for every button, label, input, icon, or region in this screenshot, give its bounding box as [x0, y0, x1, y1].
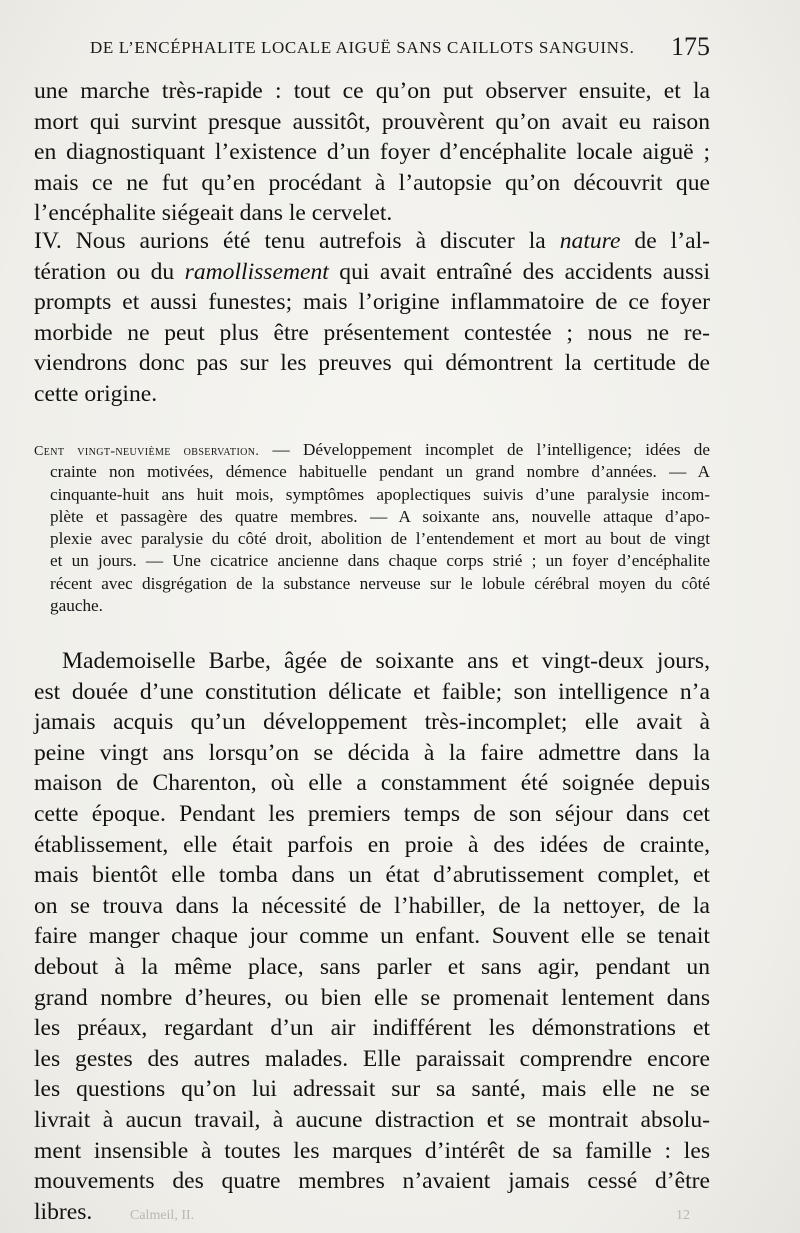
text-line: viendrons donc pas sur les preuves qui démontrent la certitude de [34, 350, 710, 376]
text-line: morbide ne peut plus être présentement contestée ; nous ne re- [34, 319, 710, 346]
text-line: les gestes des autres malades. Elle paraissait comprendre encore [34, 1045, 710, 1072]
text-line: l’encéphalite siégeait dans le cervelet. [34, 200, 393, 226]
text-line: est douée d’une constitution délicate et faible; son intelligence n’a [34, 678, 710, 705]
observation-line: et un jours. — Une cicatrice ancienne dans chaque corps strié ; un foyer d’encéphalite [50, 551, 710, 571]
text-line: debout à la même place, sans parler et sans agir, pendant un [34, 953, 710, 980]
page-number: 175 [671, 32, 710, 61]
text-line: on se trouva dans la nécessité de l’habiller, de la nettoyer, de la [34, 892, 710, 919]
text-line: grand nombre d’heures, ou bien elle se promenait lentement dans [34, 984, 710, 1011]
text-line: mort qui survint presque aussitôt, prouvèrent qu’on avait eu raison [34, 108, 710, 135]
text-line: établissement, elle était parfois en proie à des idées de crainte, [34, 831, 710, 858]
text-line: faire manger chaque jour comme un enfant. Souvent elle se tenait [34, 923, 710, 950]
text-line: tération ou du ramollissement qui avait entraîné des accidents aussi [34, 258, 710, 285]
observation-line: crainte non motivées, démence habituelle pendant un grand nombre d’années. — A [50, 462, 710, 482]
observation-first-line: Cent vingt-neuvième observation. — Développement incomplet de l’intelligence; idées de [34, 440, 710, 459]
text-line: mais ce ne fut qu’en procédant à l’autopsie qu’on découvrit que [34, 169, 710, 196]
text-line: Mademoiselle Barbe, âgée de soixante ans et vingt-deux jours, [62, 648, 710, 674]
text-line: cette origine. [34, 380, 158, 407]
text-line: une marche très-rapide : tout ce qu’on put observer ensuite, et la [34, 78, 710, 104]
observation-title: Cent vingt-neuvième observation. [34, 444, 260, 459]
page-footer [130, 1200, 690, 1230]
text-line: livrait à aucun travail, à aucune distraction et se montrait absolu- [34, 1106, 710, 1133]
text-line: en diagnostiquant l’existence d’un foyer d’encéphalite locale aiguë ; [34, 139, 710, 165]
text-line: peine vingt ans lorsqu’on se décida à la faire admettre dans la [34, 739, 710, 766]
text-line: mouvements des quatre membres n’avaient jamais cessé d’être [34, 1168, 710, 1195]
observation-line: gauche. [50, 596, 103, 616]
text-line: les questions qu’on lui adressait sur sa santé, mais elle ne se [34, 1076, 710, 1103]
italic-term: ramollissement [184, 258, 329, 285]
italic-term: nature [559, 228, 621, 254]
text-line: jamais acquis qu’un développement très-incomplet; elle avait à [34, 709, 710, 736]
text-line: ment insensible à toutes les marques d’intérêt de sa famille : les [34, 1137, 710, 1164]
text-line: mais bientôt elle tomba dans un état d’abrutissement complet, et [34, 862, 710, 889]
signature-mark: Calmeil, II. [130, 1208, 195, 1223]
text-line: IV. Nous aurions été tenu autrefois à discuter la nature de l’al- [34, 228, 710, 254]
signature-number: 12 [676, 1208, 690, 1223]
text-line: maison de Charenton, où elle a constamment été soignée depuis [34, 770, 710, 797]
text-line: prompts et aussi funestes; mais l’origine inflammatoire de ce foyer [34, 289, 710, 315]
paragraph-1 [34, 76, 710, 229]
observation-summary [34, 439, 710, 617]
paragraph-2 [34, 226, 710, 409]
observation-line: cinquante-huit ans huit mois, symptômes apoplectiques suivis d’une paralysie incom- [50, 484, 710, 504]
observation-line: plète et passagère des quatre membres. — A soixante ans, nouvelle attaque d’apo- [50, 506, 710, 526]
observation-line: récent avec disgrégation de la substance nerveuse sur le lobule cérébral moyen du côté [50, 573, 710, 593]
observation-line: plexie avec paralysie du côté droit, abolition de l’entendement et mort au bout de vingt [50, 529, 710, 549]
text-line: libres. [34, 1198, 93, 1225]
page-header [90, 32, 710, 62]
paragraph-3 [34, 646, 710, 1227]
text-line: cette époque. Pendant les premiers temps de son séjour dans cet [34, 800, 710, 827]
running-title: DE L’ENCÉPHALITE LOCALE AIGUË SANS CAILLOTS SANGUINS. [90, 38, 635, 57]
text-line: les préaux, regardant d’un air indifférent les démonstrations et [34, 1015, 710, 1042]
